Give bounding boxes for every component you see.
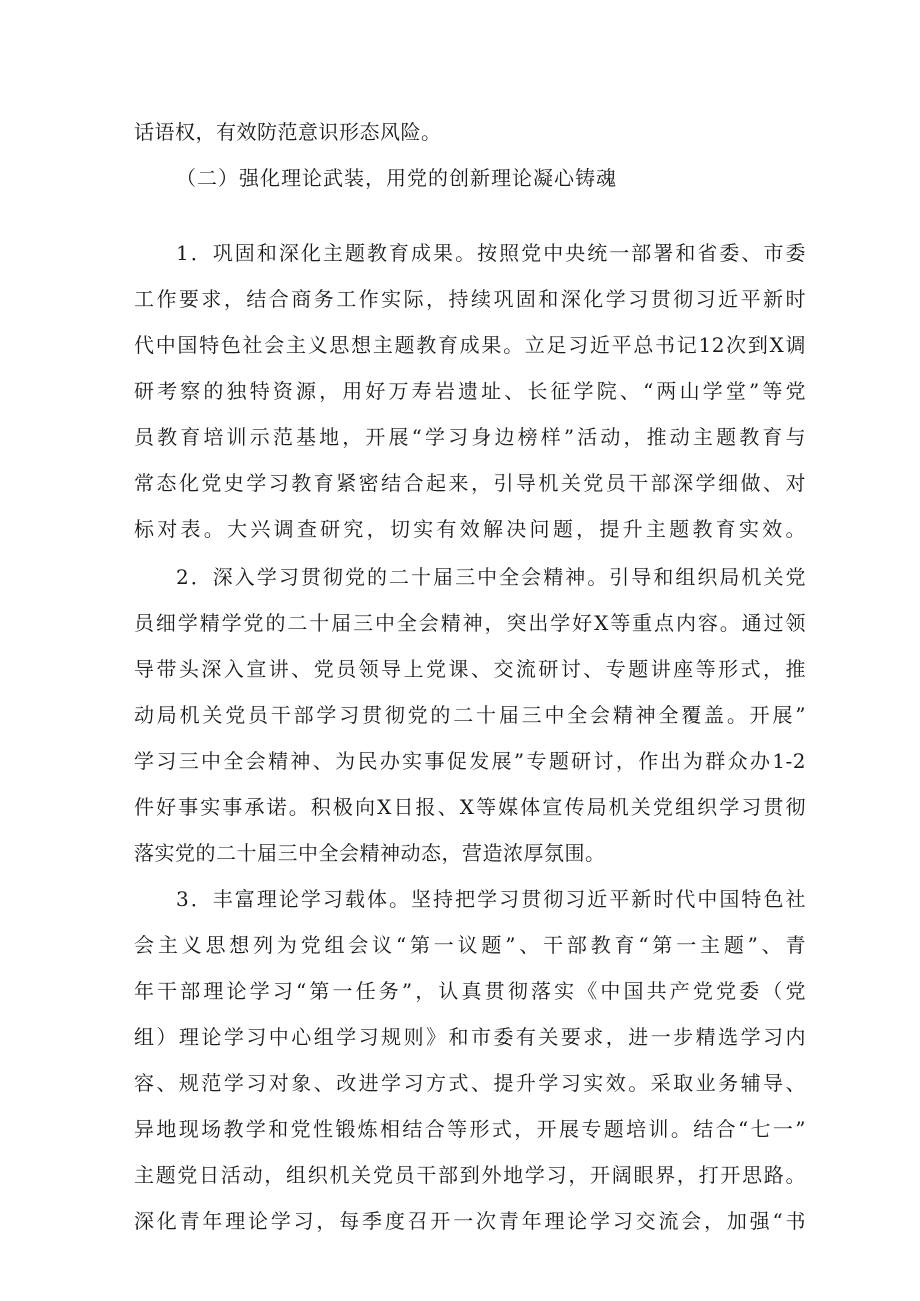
paragraph-line: 容、规范学习对象、改进学习方式、提升学习实效。采取业务辅导、 <box>134 1071 806 1095</box>
paragraph-line: 工作要求，结合商务工作实际，持续巩固和深化学习贯彻习近平新时 <box>134 287 806 311</box>
paragraph-line: 异地现场教学和党性锻炼相结合等形式，开展专题培训。结合“七一” <box>134 1117 806 1141</box>
paragraph-line: 主题党日活动，组织机关党员干部到外地学习，开阔眼界，打开思路。 <box>134 1163 806 1187</box>
paragraph-line: 落实党的二十届三中全会精神动态，营造浓厚氛围。 <box>134 841 606 865</box>
paragraph-line: 学习三中全会精神、为民办实事促发展”专题研讨，作出为群众办1-2 <box>134 749 806 773</box>
paragraph-line: 常态化党史学习教育紧密结合起来，引导机关党员干部深学细做、对 <box>134 471 806 495</box>
paragraph-line: 会主义思想列为党组会议“第一议题”、干部教育“第一主题”、青 <box>134 933 806 957</box>
paragraph-line: 1．巩固和深化主题教育成果。按照党中央统一部署和省委、市委 <box>176 241 806 265</box>
paragraph-line: 员细学精学党的二十届三中全会精神，突出学好X等重点内容。通过领 <box>134 611 806 635</box>
paragraph-line: 年干部理论学习“第一任务”，认真贯彻落实《中国共产党党委（党 <box>134 979 806 1003</box>
section-heading: （二）强化理论武装，用党的创新理论凝心铸魂 <box>176 166 617 190</box>
paragraph-line: 研考察的独特资源，用好万寿岩遗址、长征学院、“两山学堂”等党 <box>134 379 806 403</box>
paragraph-line: 导带头深入宣讲、党员领导上党课、交流研讨、专题讲座等形式，推 <box>134 657 806 681</box>
paragraph-line: 3．丰富理论学习载体。坚持把学习贯彻习近平新时代中国特色社 <box>176 887 806 911</box>
paragraph-line: 2．深入学习贯彻党的二十届三中全会精神。引导和组织局机关党 <box>176 565 806 589</box>
paragraph-line: 标对表。大兴调查研究，切实有效解决问题，提升主题教育实效。 <box>134 517 806 541</box>
paragraph-line: 件好事实事承诺。积极向X日报、X等媒体宣传局机关党组织学习贯彻 <box>134 795 806 819</box>
paragraph-line: 员教育培训示范基地，开展“学习身边榜样”活动，推动主题教育与 <box>134 425 806 449</box>
paragraph-line: 组）理论学习中心组学习规则》和市委有关要求，进一步精选学习内 <box>134 1025 806 1049</box>
paragraph-line: 代中国特色社会主义思想主题教育成果。立足习近平总书记12次到X调 <box>134 333 806 357</box>
paragraph-line: 动局机关党员干部学习贯彻党的二十届三中全会精神全覆盖。开展” <box>134 703 806 727</box>
paragraph-line: 深化青年理论学习，每季度召开一次青年理论学习交流会，加强“书 <box>134 1209 806 1233</box>
paragraph-line: 话语权，有效防范意识形态风险。 <box>134 120 442 144</box>
